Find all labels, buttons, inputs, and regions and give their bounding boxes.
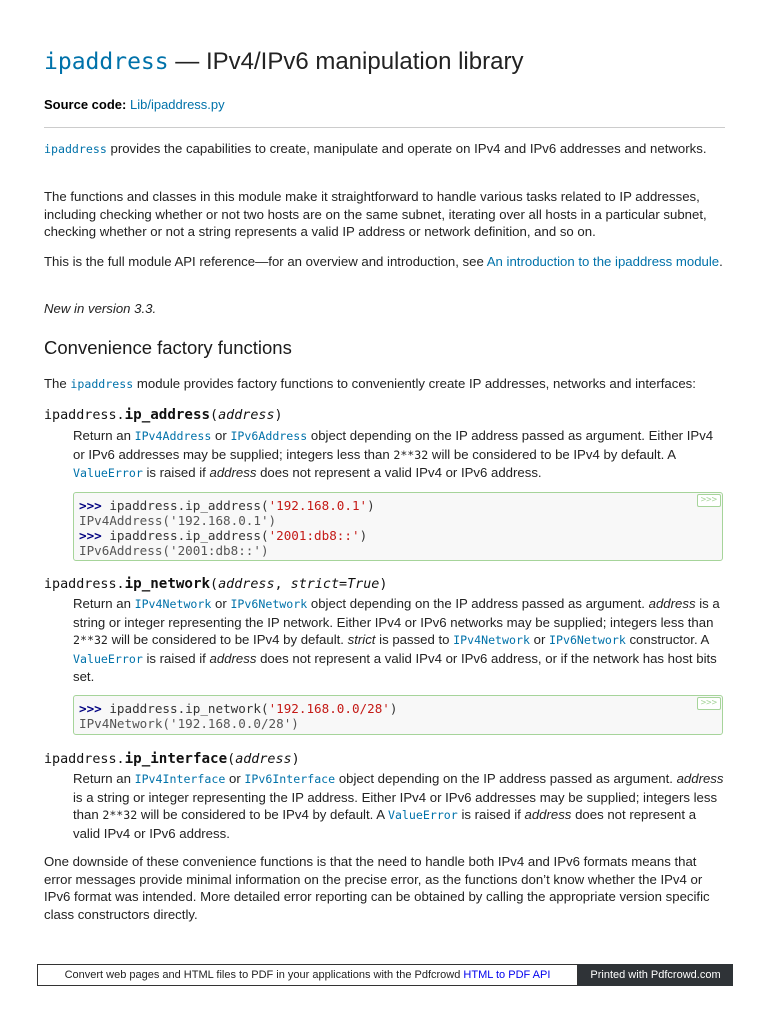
desc-text: is raised if xyxy=(457,807,525,822)
code-text: ) xyxy=(367,498,375,513)
ipv6network-link[interactable]: IPv6Network xyxy=(549,633,626,647)
prompt: >>> xyxy=(79,498,102,513)
desc-text: is raised if xyxy=(142,465,210,480)
copy-button[interactable]: >>> xyxy=(697,494,721,507)
section-heading: Convenience factory functions xyxy=(44,337,292,358)
desc-text: Return an xyxy=(73,596,135,611)
sig-param: address xyxy=(218,408,275,423)
source-label: Source code: xyxy=(44,97,127,112)
section-lead-pre: The xyxy=(44,376,71,391)
description-ip-address xyxy=(73,427,725,483)
emphasis: strict xyxy=(347,632,376,647)
sig-paren: ( xyxy=(227,752,236,767)
pdfcrowd-badge[interactable]: Printed with Pdfcrowd.com xyxy=(578,964,733,986)
intro-paragraph-3 xyxy=(44,253,726,271)
desc-text: object depending on the IP address passed as argument. Either IPv4 or IPv6 addresses may be supplied; integers less than xyxy=(73,428,714,462)
section-lead xyxy=(44,375,726,394)
sig-paren: ) xyxy=(379,577,388,592)
sig-paren: ) xyxy=(291,752,300,767)
ipv4address-link[interactable]: IPv4Address xyxy=(134,429,212,443)
desc-text: is raised if xyxy=(142,650,210,666)
inline-code: 2**32 xyxy=(73,633,108,647)
desc-text: is passed to xyxy=(375,632,454,647)
sig-module: ipaddress. xyxy=(44,752,125,767)
introduction-link[interactable]: An introduction to the ipaddress module xyxy=(486,254,720,269)
code-text: ipaddress.ip_address( xyxy=(101,528,269,543)
inline-code: 2**32 xyxy=(393,447,429,462)
code-text: ipaddress.ip_network( xyxy=(101,701,269,716)
closing-paragraph: One downside of these convenience functions is that the need to handle both IPv4 and IPv6 formats means that error messages provide minimal information on the precise error, as the functions don’t know whether the IPv4 or IPv6 format was intended. More detailed error reporting can be obtained by calling the appropriate version specific class constructors directly. xyxy=(44,854,710,922)
code-output: IPv4Network('192.168.0.0/28') xyxy=(79,716,299,731)
desc-text: Return an xyxy=(73,771,135,786)
source-code-line xyxy=(44,96,225,114)
desc-text: is a string or integer representing the IP address. Either IPv4 or IPv6 addresses may be supplied; integers less than xyxy=(73,789,718,822)
intro-paragraph-2: The functions and classes in this module make it straightforward to handle various tasks related to IP addresses, including checking whether or not two hosts are on the same subnet, iterating over all hosts in a particular subnet, checking whether or not a string represents a valid IP address or network definition, and so on. xyxy=(44,189,707,239)
desc-text: object depending on the IP address passed as argument. xyxy=(335,771,677,786)
desc-text: does not represent a valid IPv4 or IPv6 address. xyxy=(73,807,697,841)
code-block xyxy=(74,493,722,558)
code-text: ipaddress.ip_address( xyxy=(101,498,269,513)
copy-button[interactable]: >>> xyxy=(697,697,721,710)
pdfcrowd-footer xyxy=(37,964,578,986)
divider xyxy=(44,127,725,128)
description-ip-interface xyxy=(73,770,725,842)
ipv6address-link[interactable]: IPv6Address xyxy=(230,429,308,443)
module-code-link[interactable]: ipaddress xyxy=(44,142,107,156)
desc-text: will be considered to be IPv4 by default. A xyxy=(137,807,388,822)
desc-text: or xyxy=(211,596,231,611)
prompt: >>> xyxy=(79,528,102,543)
ipv4interface-link[interactable]: IPv4Interface xyxy=(134,772,226,786)
emphasis: address xyxy=(209,465,257,480)
sig-function-name: ip_address xyxy=(124,407,211,423)
ipv6interface-link[interactable]: IPv6Interface xyxy=(244,772,336,786)
code-text: ) xyxy=(389,701,398,716)
sig-function-name: ip_network xyxy=(124,576,211,592)
source-link[interactable]: Lib/ipaddress.py xyxy=(129,97,225,112)
desc-text: will be considered to be IPv4 by default. A xyxy=(428,446,676,462)
sig-param: strict=True xyxy=(290,577,380,592)
emphasis: address xyxy=(209,650,257,666)
sig-module: ipaddress. xyxy=(44,577,125,592)
code-example-ip-network xyxy=(73,695,723,735)
intro-paragraph-1 xyxy=(44,140,726,159)
title-text: — IPv4/IPv6 manipulation library xyxy=(168,48,524,75)
intro-text-3-end: . xyxy=(719,254,723,269)
emphasis: address xyxy=(676,771,724,786)
desc-text: or xyxy=(225,771,245,786)
ipv4network-link[interactable]: IPv4Network xyxy=(134,597,212,611)
emphasis: address xyxy=(648,596,696,611)
emphasis: address xyxy=(524,807,572,822)
inline-code: 2**32 xyxy=(102,808,138,822)
code-example-ip-address xyxy=(73,492,723,561)
code-output: IPv4Address('192.168.0.1') xyxy=(79,513,277,528)
description-ip-network xyxy=(73,595,725,686)
sig-function-name: ip_interface xyxy=(124,751,228,767)
code-text: ) xyxy=(359,528,368,543)
sig-separator: , xyxy=(274,577,291,592)
section-lead-post: module provides factory functions to conveniently create IP addresses, networks and interfaces: xyxy=(133,376,696,391)
sig-paren: ) xyxy=(274,408,283,423)
signature-ip-network xyxy=(44,575,387,594)
desc-text: or xyxy=(529,632,550,647)
sig-param: address xyxy=(218,577,275,592)
code-string: '2001:db8::' xyxy=(268,528,360,543)
title-module-code[interactable]: ipaddress xyxy=(44,49,169,75)
ipv4network-link[interactable]: IPv4Network xyxy=(453,633,530,647)
code-string: '192.168.0.1' xyxy=(268,498,368,513)
sig-param: address xyxy=(235,752,292,767)
desc-text: does not represent a valid IPv4 or IPv6 address, or if the network has host bits set. xyxy=(73,650,717,684)
valueerror-link[interactable]: ValueError xyxy=(387,808,458,822)
sig-paren: ( xyxy=(210,408,219,423)
intro-text-1: provides the capabilities to create, manipulate and operate on IPv4 and IPv6 addresses and networks. xyxy=(106,141,707,156)
desc-text: object depending on the IP address passed as argument. xyxy=(307,596,649,611)
code-block xyxy=(74,696,722,731)
desc-text: or xyxy=(211,428,231,443)
sig-module: ipaddress. xyxy=(44,408,125,423)
desc-text: Return an xyxy=(73,428,135,443)
code-output: IPv6Address('2001:db8::') xyxy=(79,543,269,558)
footer-text: Convert web pages and HTML files to PDF in your applications with the Pdfcrowd xyxy=(64,969,464,981)
code-string: '192.168.0.0/28' xyxy=(268,701,390,716)
module-code-link[interactable]: ipaddress xyxy=(70,377,134,391)
desc-text: will be considered to be IPv4 by default. xyxy=(107,632,348,647)
sig-paren: ( xyxy=(210,577,219,592)
html-to-pdf-api-link[interactable]: HTML to PDF API xyxy=(463,969,551,981)
desc-text: is a string or integer representing the IP network. Either IPv4 or IPv6 networks may be supplied; integers less than xyxy=(73,596,720,630)
page-title xyxy=(44,46,523,78)
signature-ip-interface xyxy=(44,750,300,769)
intro-text-3: This is the full module API reference—for an overview and introduction, see xyxy=(44,254,487,269)
prompt: >>> xyxy=(79,701,102,716)
valueerror-link[interactable]: ValueError xyxy=(73,466,143,480)
desc-text: does not represent a valid IPv4 or IPv6 address. xyxy=(256,465,542,480)
version-note: New in version 3.3. xyxy=(44,301,157,316)
signature-ip-address xyxy=(44,406,283,425)
ipv6network-link[interactable]: IPv6Network xyxy=(230,597,308,611)
desc-text: constructor. A xyxy=(625,632,709,647)
valueerror-link[interactable]: ValueError xyxy=(73,651,143,666)
